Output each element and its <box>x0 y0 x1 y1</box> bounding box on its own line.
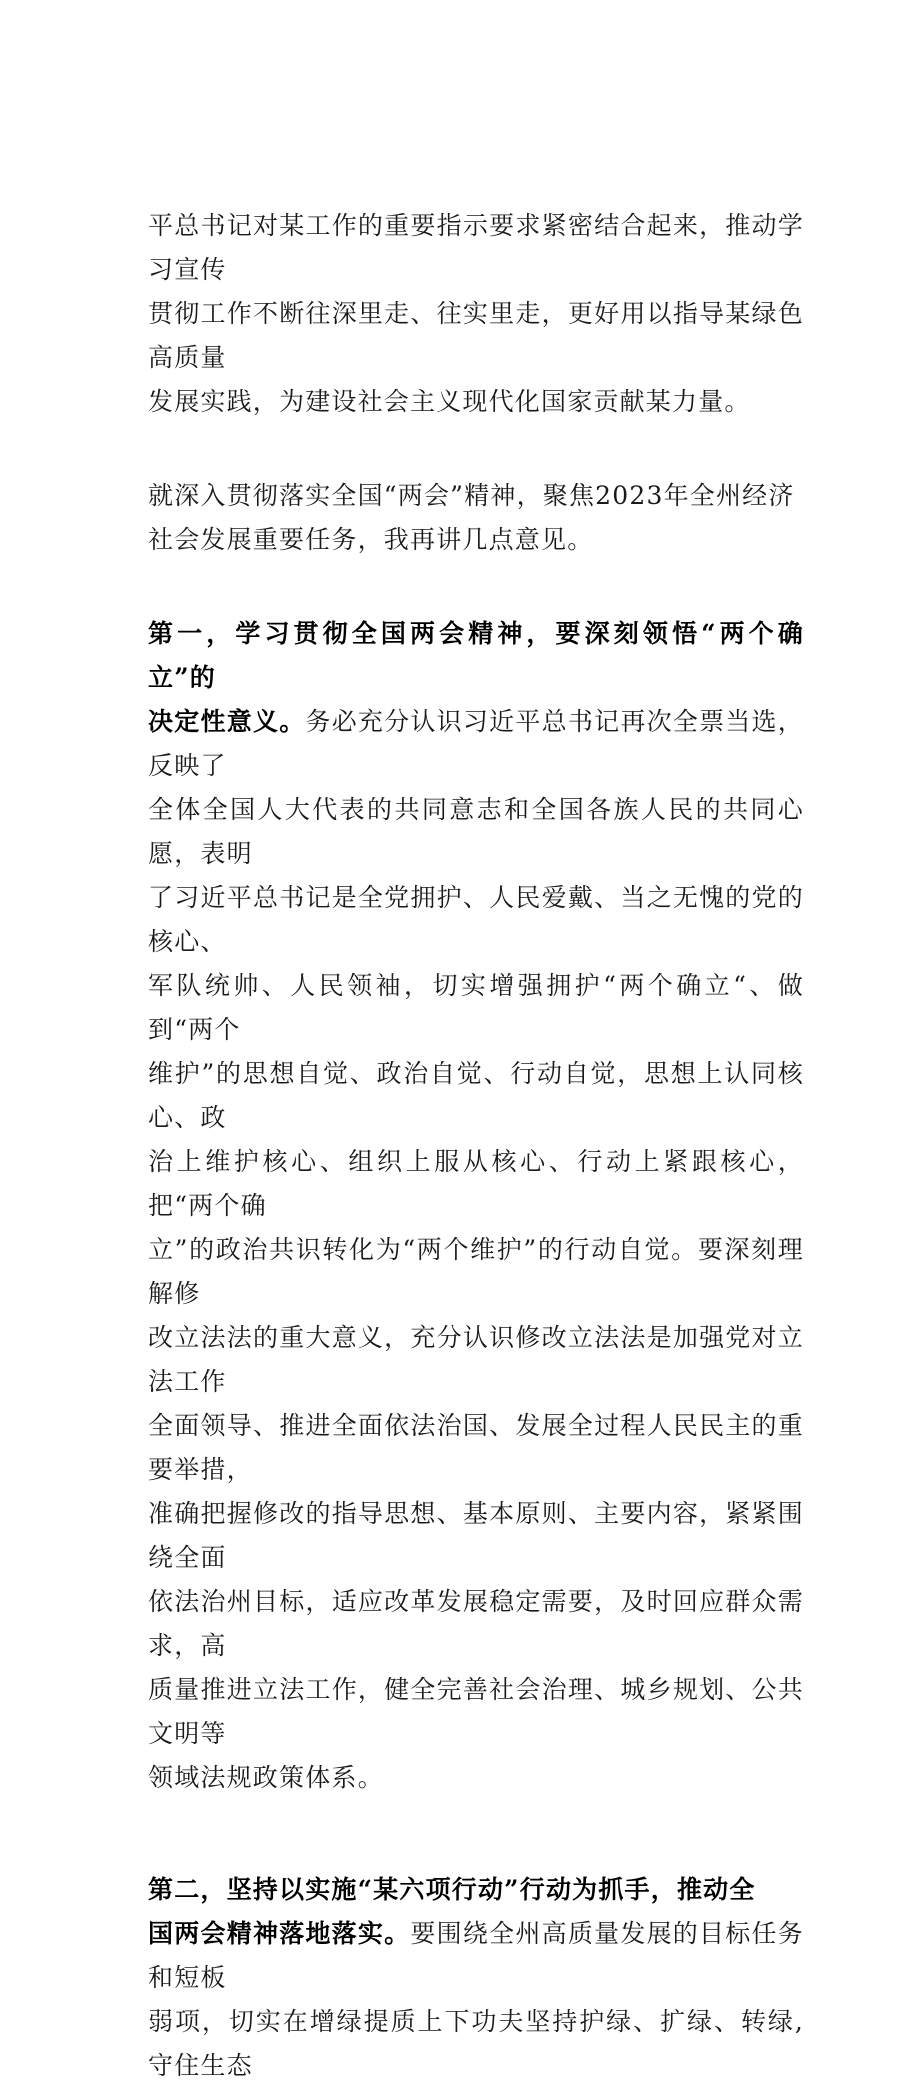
paragraph-intro <box>148 430 804 562</box>
paragraph-text: 务必充分认识习近平总书记再次全票当选，反映了 全体全国人大代表的共同意志和全国各族人民的共同心愿，表明 了习近平总书记是全党拥护、人民爱戴、当之无愧的党的核心、 军队统帅、人民领袖，切实增强拥护“两个确立“、做到“两个 维护”的思想自觉、政治自觉、行动自觉，思想上认同核心、政 治上维护核心、组织上服从核心、行动上紧跟核心，把“两个确 立”的政治共识转化为“两个维护”的行动自觉。要深刻理解修 改立法法的重大意义，充分认识修改立法法是加强党对立法工作 全面领导、推进全面依法治国、发展全过程人民民主的重要举措， 准确把握修改的指导思想、基本原则、主要内容，紧紧围绕全面 依法治州目标，适应改革发展稳定需要，及时回应群众需求，高 质量推进立法工作，健全完善社会治理、城乡规划、公共文明等 领域法规政策体系。 <box>148 707 804 1792</box>
paragraph-text: 就深入贯彻落实全国“两会”精神，聚焦2023年全州经济 社会发展重要任务，我再讲几点意见。 <box>148 481 795 554</box>
paragraph-text: 要围绕全州高质量发展的目标任务和短板 弱项，切实在增绿提质上下功夫坚持护绿、扩绿、转绿,守住生态 <box>148 1919 804 2080</box>
paragraph-point-one <box>148 568 804 1800</box>
document-body <box>148 160 804 2088</box>
paragraph-heading: 第二，坚持以实施“某六项行动”行动为抓手，推动全 国两会精神落地落实。 <box>148 1875 756 1948</box>
paragraph-text: 平总书记对某工作的重要指示要求紧密结合起来，推动学习宣传 贯彻工作不断往深里走、往实里走，更好用以指导某绿色高质量 发展实践，为建设社会主义现代化国家贡献某力量。 <box>148 211 804 416</box>
paragraph-point-two <box>148 1824 804 2088</box>
paragraph-heading: 第一，学习贯彻全国两会精神，要深刻领悟“两个确立”的 决定性意义。 <box>148 619 804 736</box>
paragraph-continuation <box>148 160 804 424</box>
